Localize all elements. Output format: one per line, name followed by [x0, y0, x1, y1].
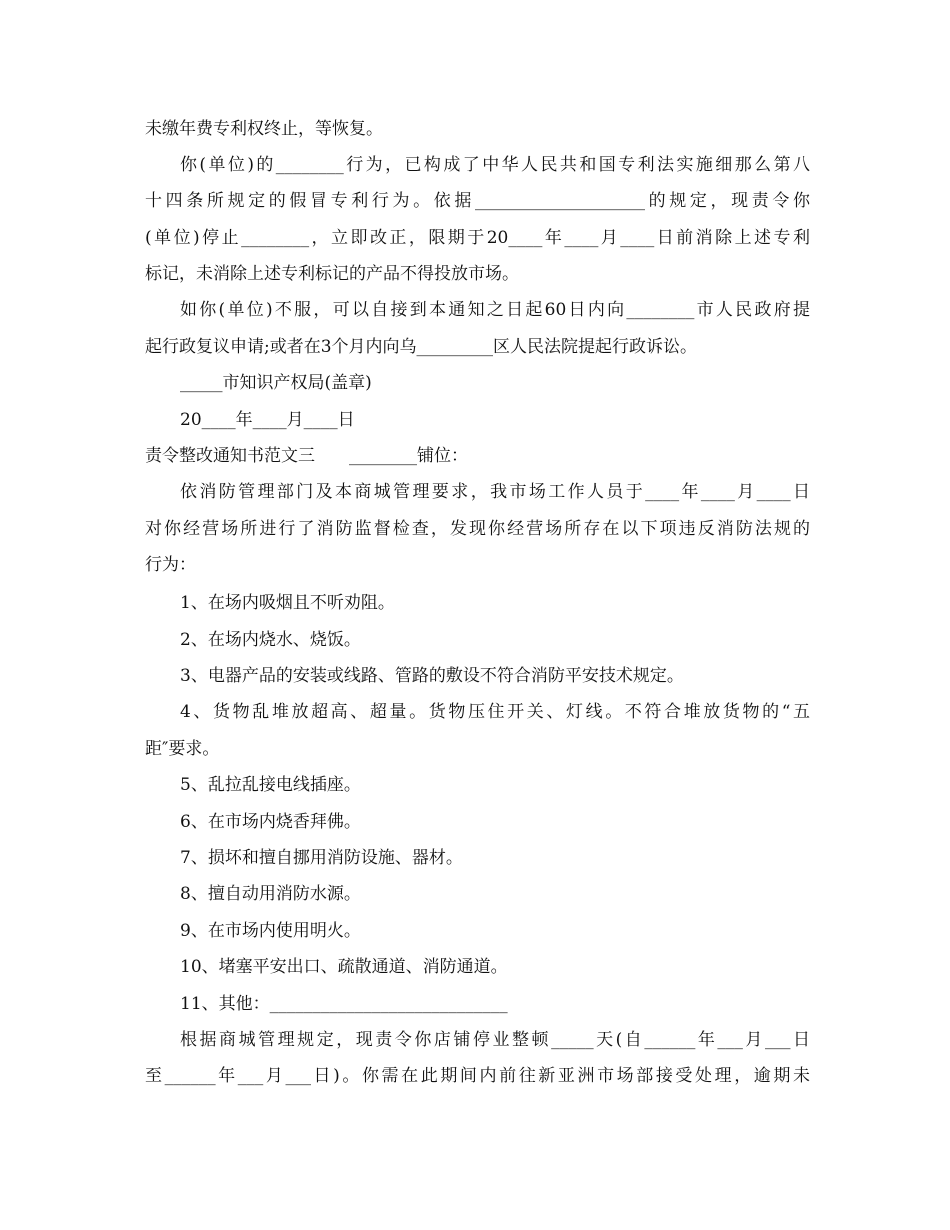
list-item: 5、乱拉乱接电线插座。: [180, 775, 361, 795]
list-item: 10、堵塞平安出口、疏散通道、消防通道。: [180, 957, 508, 977]
text-line: 未缴年费专利权终止，等恢复。: [145, 119, 383, 139]
list-item: 4、货物乱堆放超高、超量。货物压住开关、灯线。不符合堆放货物的“五: [180, 702, 810, 722]
list-item: 8、擅自动用消防水源。: [180, 884, 361, 904]
list-item: 6、在市场内烧香拜佛。: [180, 812, 361, 832]
text-line: 至______年___月___日)。你需在此期间内前往新亚洲市场部接受处理，逾期未: [145, 1066, 810, 1086]
list-item: 3、电器产品的安装或线路、管路的敷设不符合消防平安技术规定。: [180, 666, 684, 686]
list-item: 1、在场内吸烟且不听劝阻。: [180, 593, 395, 613]
list-item: 11、其他：____________________________: [180, 994, 508, 1014]
text-line: 标记，未消除上述专利标记的产品不得投放市场。: [145, 264, 519, 284]
text-line: (单位)停止________，立即改正，限期于20____年____月____日前消除上述专利: [145, 228, 810, 248]
text-line: 依消防管理部门及本商城管理要求，我市场工作人员于____年____月____日: [180, 482, 810, 502]
text-line: 对你经营场所进行了消防监督检查，发现你经营场所存在以下项违反消防法规的: [145, 519, 810, 539]
signature-line: _____市知识产权局(盖章): [180, 373, 372, 393]
text-line: 根据商城管理规定，现责令你店铺停业整顿_____天(自______年___月___日: [180, 1030, 810, 1050]
text-line: 行为：: [145, 555, 196, 575]
text-line: 十四条所规定的假冒专利行为。依据____________________的规定，现责令你: [145, 191, 810, 211]
section-heading: 责令整改通知书范文三 ________铺位：: [145, 446, 468, 466]
list-item: 7、损坏和擅自挪用消防设施、器材。: [180, 848, 463, 868]
list-item-continued: 距″要求。: [145, 739, 220, 759]
date-line: 20____年____月____日: [180, 410, 355, 430]
text-line: 你(单位)的________行为，已构成了中华人民共和国专利法实施细那么第八: [180, 155, 810, 175]
list-item: 2、在场内烧水、烧饭。: [180, 630, 361, 650]
text-line: 如你(单位)不服，可以自接到本通知之日起60日内向________市人民政府提: [180, 300, 810, 320]
text-line: 起行政复议申请;或者在3个月内向乌_________区人民法院提起行政诉讼。: [145, 337, 698, 357]
list-item: 9、在市场内使用明火。: [180, 921, 361, 941]
